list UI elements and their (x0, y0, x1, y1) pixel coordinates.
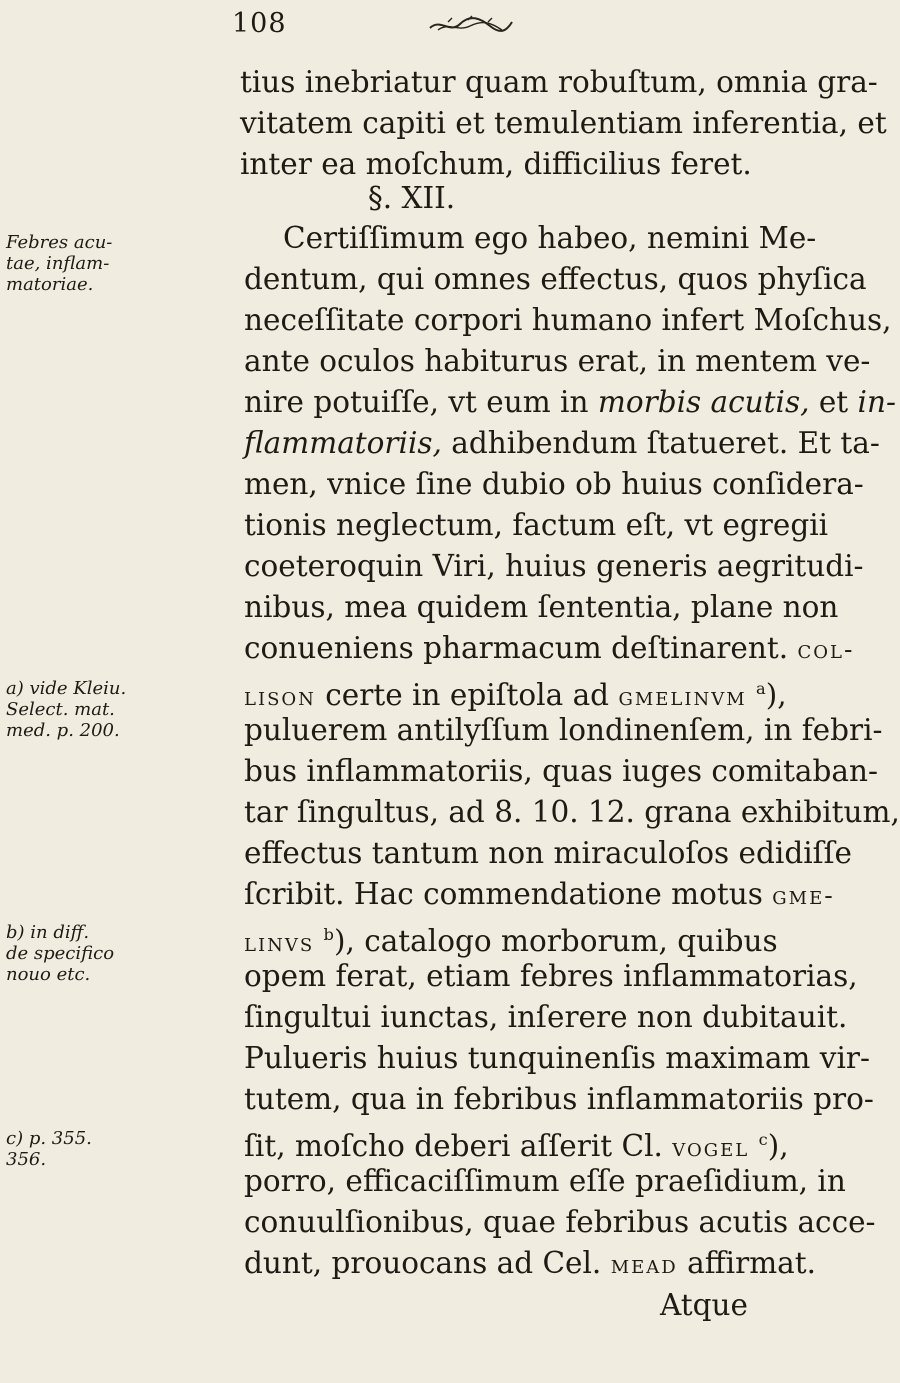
text-line: nibus, mea quidem ſententia, plane non (244, 590, 839, 624)
margin-note-a: a) vide Kleiu. Select. mat. med. p. 200. (6, 678, 127, 741)
text-line: tar ſingultus, ad 8. 10. 12. grana exhibitum, (244, 795, 900, 829)
text-line: dentum, qui omnes effectus, quos phyſica (244, 262, 867, 296)
text-line: ante oculos habiturus erat, in mentem ve- (244, 344, 871, 378)
text-line: inter ea moſchum, difficilius feret. (240, 147, 752, 181)
text-line: conuulſionibus, quae febribus acutis acce- (244, 1205, 876, 1239)
page-number: 108 (232, 8, 287, 39)
catchword: Atque (660, 1288, 748, 1322)
text-line: ſingultui iunctas, inſerere non dubitauit. (244, 1000, 848, 1034)
text-line: Certiſſimum ego habeo, nemini Me- (283, 221, 817, 255)
text-line: porro, efficaciſſimum eſſe praeſidium, in (244, 1164, 846, 1198)
text-line: men, vnice ſine dubio ob huius conſidera- (244, 467, 864, 501)
text-line: dunt, prouocans ad Cel. mead affirmat. (244, 1246, 816, 1280)
text-line: nire potuiſſe, vt eum in morbis acutis, et in- (244, 385, 896, 419)
section-heading: §. XII. (368, 181, 456, 215)
text-line: coeteroquin Viri, huius generis aegritudi- (244, 549, 864, 583)
margin-note-c: c) p. 355. 356. (6, 1128, 92, 1170)
text-line: Pulueris huius tunquinenſis maximam vir- (244, 1041, 870, 1075)
ornament-icon (428, 16, 514, 36)
text-line: bus inflammatoriis, quas iuges comitaban- (244, 754, 878, 788)
text-line: lison certe in epiſtola ad gmelinvm $^a$), (244, 677, 787, 712)
text-line: tius inebriatur quam robuſtum, omnia gra- (240, 65, 878, 99)
text-line: puluerem antilyſſum londinenſem, in febri- (244, 713, 883, 747)
text-line: opem ferat, etiam febres inflammatorias, (244, 959, 858, 993)
margin-note-b: b) in diff. de specifico nouo etc. (6, 922, 115, 985)
text-line: effectus tantum non miraculoſos edidiſſe (244, 836, 852, 870)
text-line: flammatoriis, adhibendum ſtatueret. Et ta- (244, 426, 880, 460)
text-line: ſit, moſcho deberi aſſerit Cl. vogel $^c$), (244, 1128, 789, 1163)
text-line: linvs $^b$), catalogo morborum, quibus (244, 923, 778, 958)
margin-note-topic: Febres acu- tae, inflam- matoriae. (6, 232, 113, 295)
text-line: tutem, qua in febribus inflammatoriis pro- (244, 1082, 874, 1116)
text-line: conueniens pharmacum deſtinarent. col- (244, 631, 855, 665)
text-line: ſcribit. Hac commendatione motus gme- (244, 877, 835, 911)
text-line: vitatem capiti et temulentiam inferentia, et (240, 106, 887, 140)
text-line: tionis neglectum, factum eſt, vt egregii (244, 508, 829, 542)
text-line: neceſſitate corpori humano infert Moſchus, (244, 303, 892, 337)
